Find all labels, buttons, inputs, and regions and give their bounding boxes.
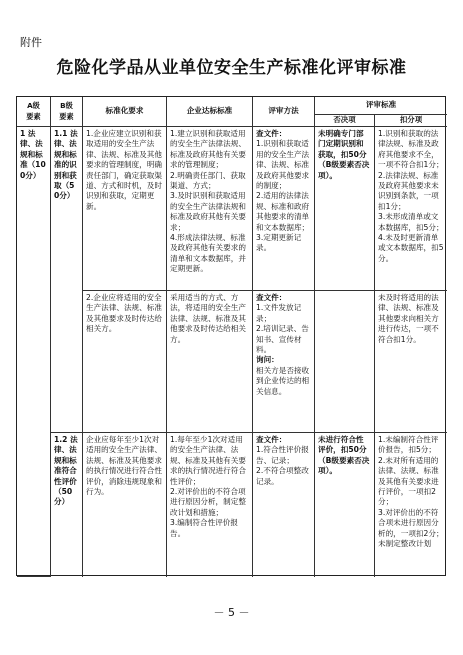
row2-method-text2: 相关方是否接收到企业传达的相关信息。 (256, 365, 310, 396)
row3-std-line: 2.对评价出的不符合项进行原因分析，制定整改计划和措施； (170, 487, 246, 517)
row1-method-line: 1.识别和获取适用的安全生产法律、法规、标准及政府其他要求的制度； (256, 139, 310, 191)
row2-method-line: 1.文件发放记录； (256, 303, 302, 323)
header-veto-item: 否决项 (315, 115, 375, 127)
row3-deduct-line: 2.未对所有适用的法律、法规、标准及其他有关要求进行评价，一项扣2分； (378, 455, 439, 507)
document-title: 危险化学品从业单位安全生产标准化评审标准 (56, 58, 407, 78)
row1-deduct-line: 3.未形成清单或文本数据库，扣5分； (378, 212, 444, 232)
header-deduction-item: 扣分项 (375, 115, 447, 127)
row2-review-method (253, 291, 315, 433)
b-element-text: 1.1 法律、法规和标准的识别和获取（50分） (54, 129, 78, 201)
row1-requirement: 1.企业应建立识别和获取适用的安全生产法律、法规、标准及其他要求的管理制度，明确责任部门，确定获取渠道、方式和时机，及时识别和获取，定期更新。 (83, 127, 167, 291)
header-review-method: 评审方法 (253, 97, 315, 127)
a-element-laws (17, 127, 51, 577)
row3-deduction (375, 433, 447, 577)
row3-method-head: 查文件： (256, 435, 287, 444)
row3-enterprise-standard (167, 433, 253, 577)
row1-method-line: 3.定期更新记录。 (256, 233, 302, 253)
header-a-level (17, 97, 51, 127)
row1-std-line: 3.及时识别和获取适用的安全生产法律法规和标准及政府其他有关要求； (170, 191, 246, 232)
row3-deduct-line: 3.对评价出的不符合项未进行原因分析的，一项扣2分；未制定整改计划 (378, 507, 444, 549)
row1-enterprise-standard (167, 127, 253, 291)
row2-enterprise-standard: 采用适当的方式、方法，将适用的安全生产法律、法规、标准及其他要求及时传达给相关方。 (167, 291, 253, 433)
row1-method-head: 查文件： (256, 129, 287, 138)
row1-deduct-line: 4.未及时更新清单或文本数据库，扣5分。 (378, 233, 444, 263)
row1-method-line: 2.适用的法律法规、标准和政府其他要求的清单和文本数据库； (256, 191, 310, 232)
row3-review-method (253, 433, 315, 577)
row1-deduct-line: 1.识别和获取的法律法规、标准及政府其他要求不全，一项不符合扣1分； (378, 129, 444, 170)
row3-requirement: 企业应每年至少1次对适用的安全生产法律、法规、标准及其他要求的执行情况进行符合性评价，消除违规现象和行为。 (83, 433, 167, 577)
row1-std-line: 2.明确责任部门、获取渠道、方式； (170, 170, 246, 191)
header-standard-requirement: 标准化要求 (83, 97, 167, 127)
row2-method-head2: 询问： (256, 355, 279, 365)
row1-veto: 未明确专门部门定期识别和获取，扣50分（B级要素否决项）。 (315, 127, 375, 291)
row1-deduction (375, 127, 447, 291)
row3-method-line: 2.不符合项整改记录。 (256, 466, 309, 486)
row2-requirement: 2.企业应将适用的安全生产法律、法规、标准及其他要求及时传达给相关方。 (83, 291, 167, 433)
row1-std-line: 1.建立识别和获取适用的安全生产法律法规、标准及政府其他有关要求的管理制度； (170, 129, 246, 170)
row1-std-line: 4.形成法律法规、标准及政府其他有关要求的清单和文本数据库，并定期更新。 (170, 233, 246, 274)
b-element-text: 1.2 法律、法规和标准符合性评价（50分） (54, 435, 78, 507)
attachment-label: 附件 (20, 36, 42, 49)
header-enterprise-standard: 企业达标标准 (167, 97, 253, 127)
header-b-line2: 要素 (59, 111, 74, 121)
row2-method-line: 2.培训记录、告知书、宣传材料。 (256, 324, 309, 355)
a-element-text: 1 法律、法规和标准（100分） (20, 129, 46, 180)
b-element-identification (51, 127, 83, 433)
header-review-standard: 评审标准 (315, 97, 447, 115)
row2-deduction: 未及时将适用的法律、法规、标准及其他要求向相关方进行传达，一项不符合扣1分。 (375, 291, 447, 433)
row2-veto (315, 291, 375, 433)
header-a-line2: 要素 (26, 111, 41, 121)
row3-veto: 未进行符合性评价，扣50分（B级要素否决项）。 (315, 433, 375, 577)
header-b-line1: B级 (60, 101, 73, 111)
header-b-level (51, 97, 83, 127)
row1-deduct-line: 2.法律法规、标准及政府其他要求未识别到条款，一项扣1分； (378, 170, 439, 211)
page-number: － 5 － (213, 606, 250, 619)
row3-std-line: 3.编制符合性评价报告。 (170, 518, 238, 538)
header-a-line1: A级 (27, 101, 40, 111)
b-element-compliance (51, 433, 83, 577)
row3-method-line: 1.符合性评价报告、记录； (256, 445, 309, 465)
row3-std-line: 1.每年至少1次对适用的安全生产法律、法规、标准及其他有关要求的执行情况进行符合性评价； (170, 435, 246, 486)
standards-table (16, 96, 446, 576)
row2-method-head: 查文件： (256, 293, 287, 302)
row1-review-method (253, 127, 315, 291)
row3-deduct-line: 1.未编制符合性评价报告，扣5分； (378, 435, 439, 455)
